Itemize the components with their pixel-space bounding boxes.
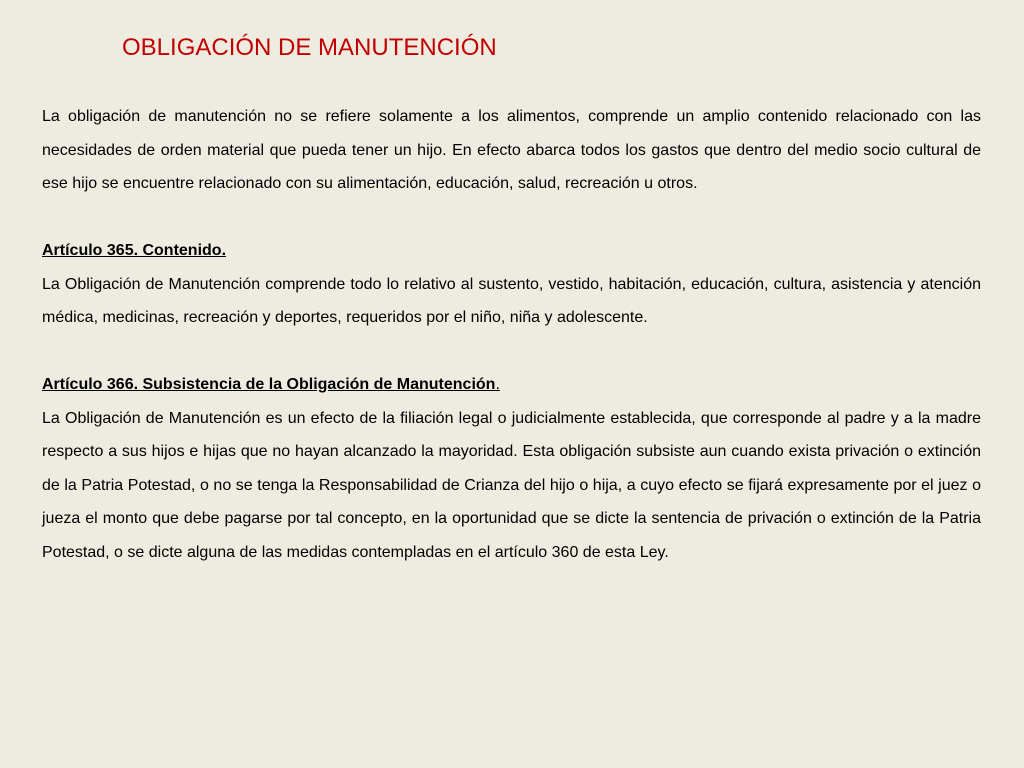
slide-title: OBLIGACIÓN DE MANUTENCIÓN	[122, 34, 497, 61]
paragraph-spacer	[42, 335, 981, 369]
article-365-heading	[42, 234, 981, 268]
article-365-heading-text: Artículo 365. Contenido.	[42, 242, 227, 259]
article-366-heading-text: Artículo 366. Subsistencia de la Obligación de Manutención	[42, 376, 496, 393]
article-366-text: La Obligación de Manutención es un efecto de la filiación legal o judicialmente establecida, que corresponde al padre y a la madre respecto a sus hijos e hijas que no hayan alcanzado la mayoridad. Esta obligación subsiste aun cuando exista privación o extinción de la Patria Potestad, o no se tenga la Responsabilidad de Crianza del hijo o hija, a cuyo efecto se fijará expresamente por el juez o jueza el monto que debe pagarse por tal concepto, en la oportunidad que se dicte la sentencia de privación o extinción de la Patria Potestad, o se dicte alguna de las medidas contempladas en el artículo 360 de esta Ley.	[42, 409, 981, 561]
article-366-heading-suffix: .	[495, 376, 500, 393]
slide-body	[42, 100, 981, 569]
intro-paragraph: La obligación de manutención no se refiere solamente a los alimentos, comprende un amplio contenido relacionado con las necesidades de orden material que pueda tener un hijo. En efecto abarca todos los gastos que dentro del medio socio cultural de ese hijo se encuentre relacionado con su alimentación, educación, salud, recreación u otros.	[42, 108, 981, 192]
paragraph-spacer	[42, 201, 981, 235]
article-366-heading	[42, 368, 981, 402]
article-365-text: La Obligación de Manutención comprende todo lo relativo al sustento, vestido, habitación, educación, cultura, asistencia y atención médica, medicinas, recreación y deportes, requeridos por el niño, niña y adolescente.	[42, 275, 981, 326]
